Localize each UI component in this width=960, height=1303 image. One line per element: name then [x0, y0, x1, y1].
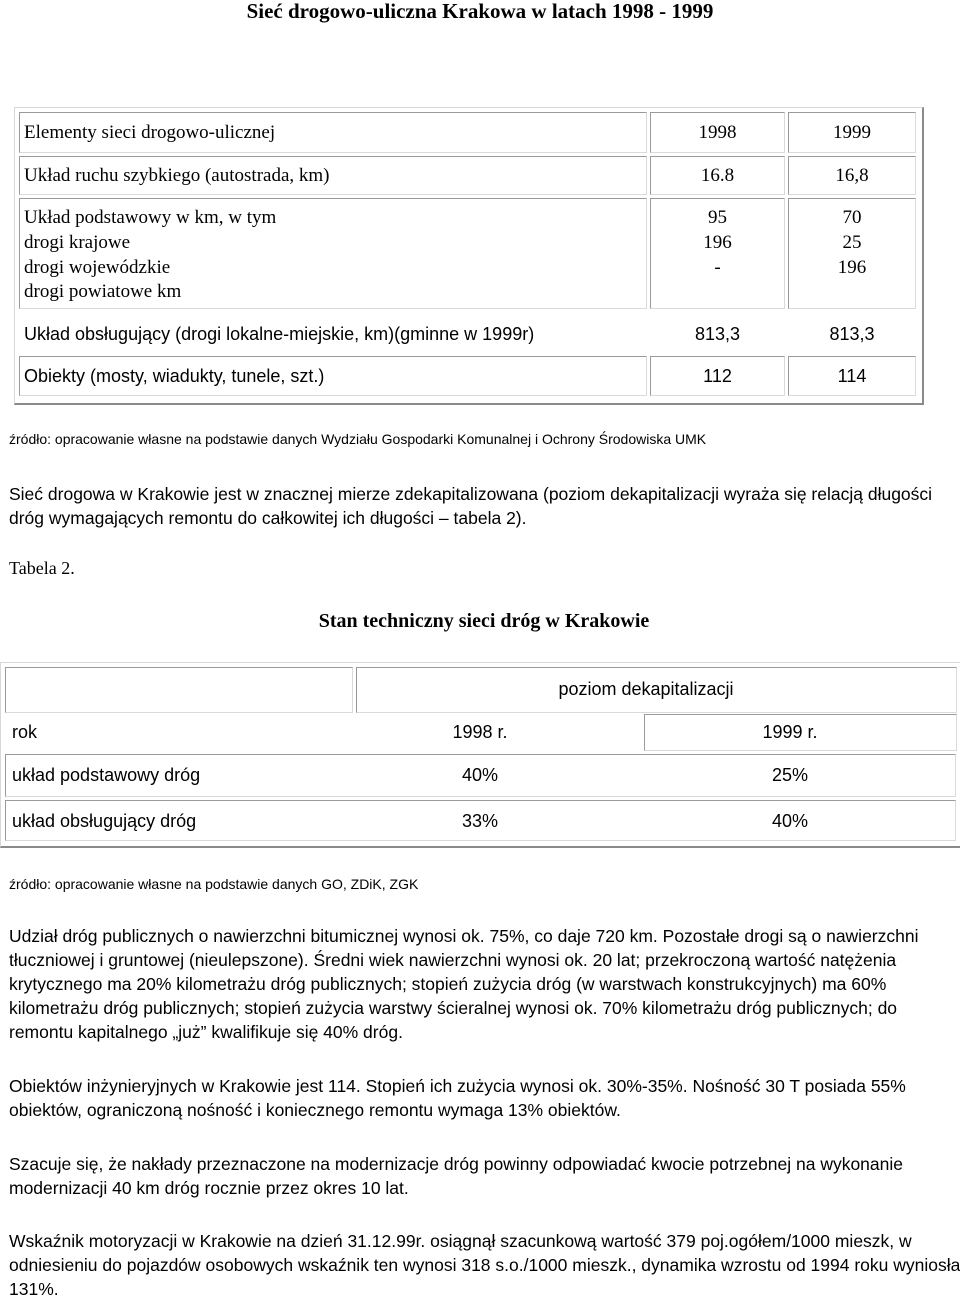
row-value-1999: 16,8 [835, 165, 869, 186]
row-label-line: drogi wojewódzkie [24, 257, 171, 278]
row-label-line: drogi powiatowe km [24, 281, 182, 302]
paragraph: Obiektów inżynieryjnych w Krakowie jest 114. Stopień ich zużycia wynosi ok. 30%-35%. Nośność 30 T posiada 55% obiektów, ograniczoną nośność i koniecznego remontu wymaga 13% obiektów. [9, 1076, 906, 1120]
row-value-1999: 25 [842, 232, 862, 253]
row-label: rok [12, 722, 38, 742]
paragraph: Szacuje się, że nakłady przeznaczone na modernizacje dróg powinny odpowiadać kwocie potrzebnej na wykonanie modernizacji 40 km dróg rocznie przez okres 10 lat. [9, 1154, 904, 1198]
row-value-1998: 1998 r. [452, 722, 508, 742]
row-value-1998: 40% [461, 765, 499, 785]
row-value-1998: 196 [703, 232, 732, 253]
header-1999: 1999 [833, 122, 871, 143]
row-label: Układ obsługujący (drogi lokalne-miejskie, km)(gminne w 1999r) [24, 324, 535, 344]
table-caption: Tabela 2. [9, 558, 75, 578]
row-label: układ obsługujący dróg [12, 811, 197, 831]
row-value-1999: 70 [842, 207, 862, 228]
row-value-1998: 112 [703, 366, 732, 386]
row-value-1998: 813,3 [694, 324, 741, 344]
header-1998: 1998 [698, 122, 737, 143]
row-value-1998: - [714, 257, 721, 278]
row-value-1999: 114 [837, 366, 867, 386]
row-label: Obiekty (mosty, wiadukty, tunele, szt.) [24, 366, 325, 386]
row-value-1999: 196 [837, 257, 867, 278]
table-title: Stan techniczny sieci dróg w Krakowie [318, 610, 650, 632]
row-value-1999: 813,3 [829, 324, 875, 344]
row-label-line: Układ podstawowy w km, w tym [24, 207, 277, 228]
paragraph: Sieć drogowa w Krakowie jest w znacznej mierze zdekapitalizowana (poziom dekapitalizacji wyraża się relacją długości dróg wymagających remontu do całkowitej ich długości – tabela 2). [9, 484, 933, 528]
table-cell [5, 667, 353, 713]
technical-state-table [0, 662, 960, 848]
paragraph: Wskaźnik motoryzacji w Krakowie na dzień 31.12.99r. osiągnął szacunkową wartość 379 poj.ogółem/1000 mieszk, w odniesieniu do pojazdów osobowych wskaźnik ten wynosi 318 s.o./1000 mieszk., dynamika wzrostu od 1994 roku wyniosła 131%. [9, 1231, 960, 1299]
row-value-1999: 1999 r. [762, 722, 818, 742]
row-value-1999: 40% [771, 811, 809, 831]
source-note: źródło: opracowanie własne na podstawie danych Wydziału Gospodarki Komunalnej i Ochrony Środowiska UMK [9, 431, 707, 447]
header-label: Elementy sieci drogowo-ulicznej [24, 122, 276, 143]
paragraph: Udział dróg publicznych o nawierzchni bitumicznej wynosi ok. 75%, co daje 720 km. Pozostałe drogi są o nawierzchni tłuczniowej i gruntowej (nieulepszone). Średni wiek nawierzchni wynosi ok. 20 lat; przekroczoną wartość natężenia krytycznego ma 20% kilometrażu dróg publicznych; stopień zużycia dróg (w warstwach konstrukcyjnych) ma 60% kilometrażu dróg publicznych; stopień zużycia warstwy ścieralnej wynosi ok. 70% kilometrażu dróg publicznych; do remontu kapitalnego „już” kwalifikuje się 40% dróg. [9, 926, 919, 1042]
row-value-1999: 25% [771, 765, 809, 785]
row-value-1998: 95 [708, 207, 727, 228]
page-title: Sieć drogowo-uliczna Krakowa w latach 1998 - 1999 [246, 0, 714, 23]
row-label-line: drogi krajowe [24, 232, 131, 253]
row-value-1998: 16.8 [700, 165, 735, 186]
source-note: źródło: opracowanie własne na podstawie danych GO, ZDiK, ZGK [9, 876, 419, 892]
group-header: poziom dekapitalizacji [558, 679, 734, 699]
row-value-1998: 33% [461, 811, 499, 831]
row-label: Układ ruchu szybkiego (autostrada, km) [24, 165, 330, 186]
row-label: układ podstawowy dróg [12, 765, 201, 785]
